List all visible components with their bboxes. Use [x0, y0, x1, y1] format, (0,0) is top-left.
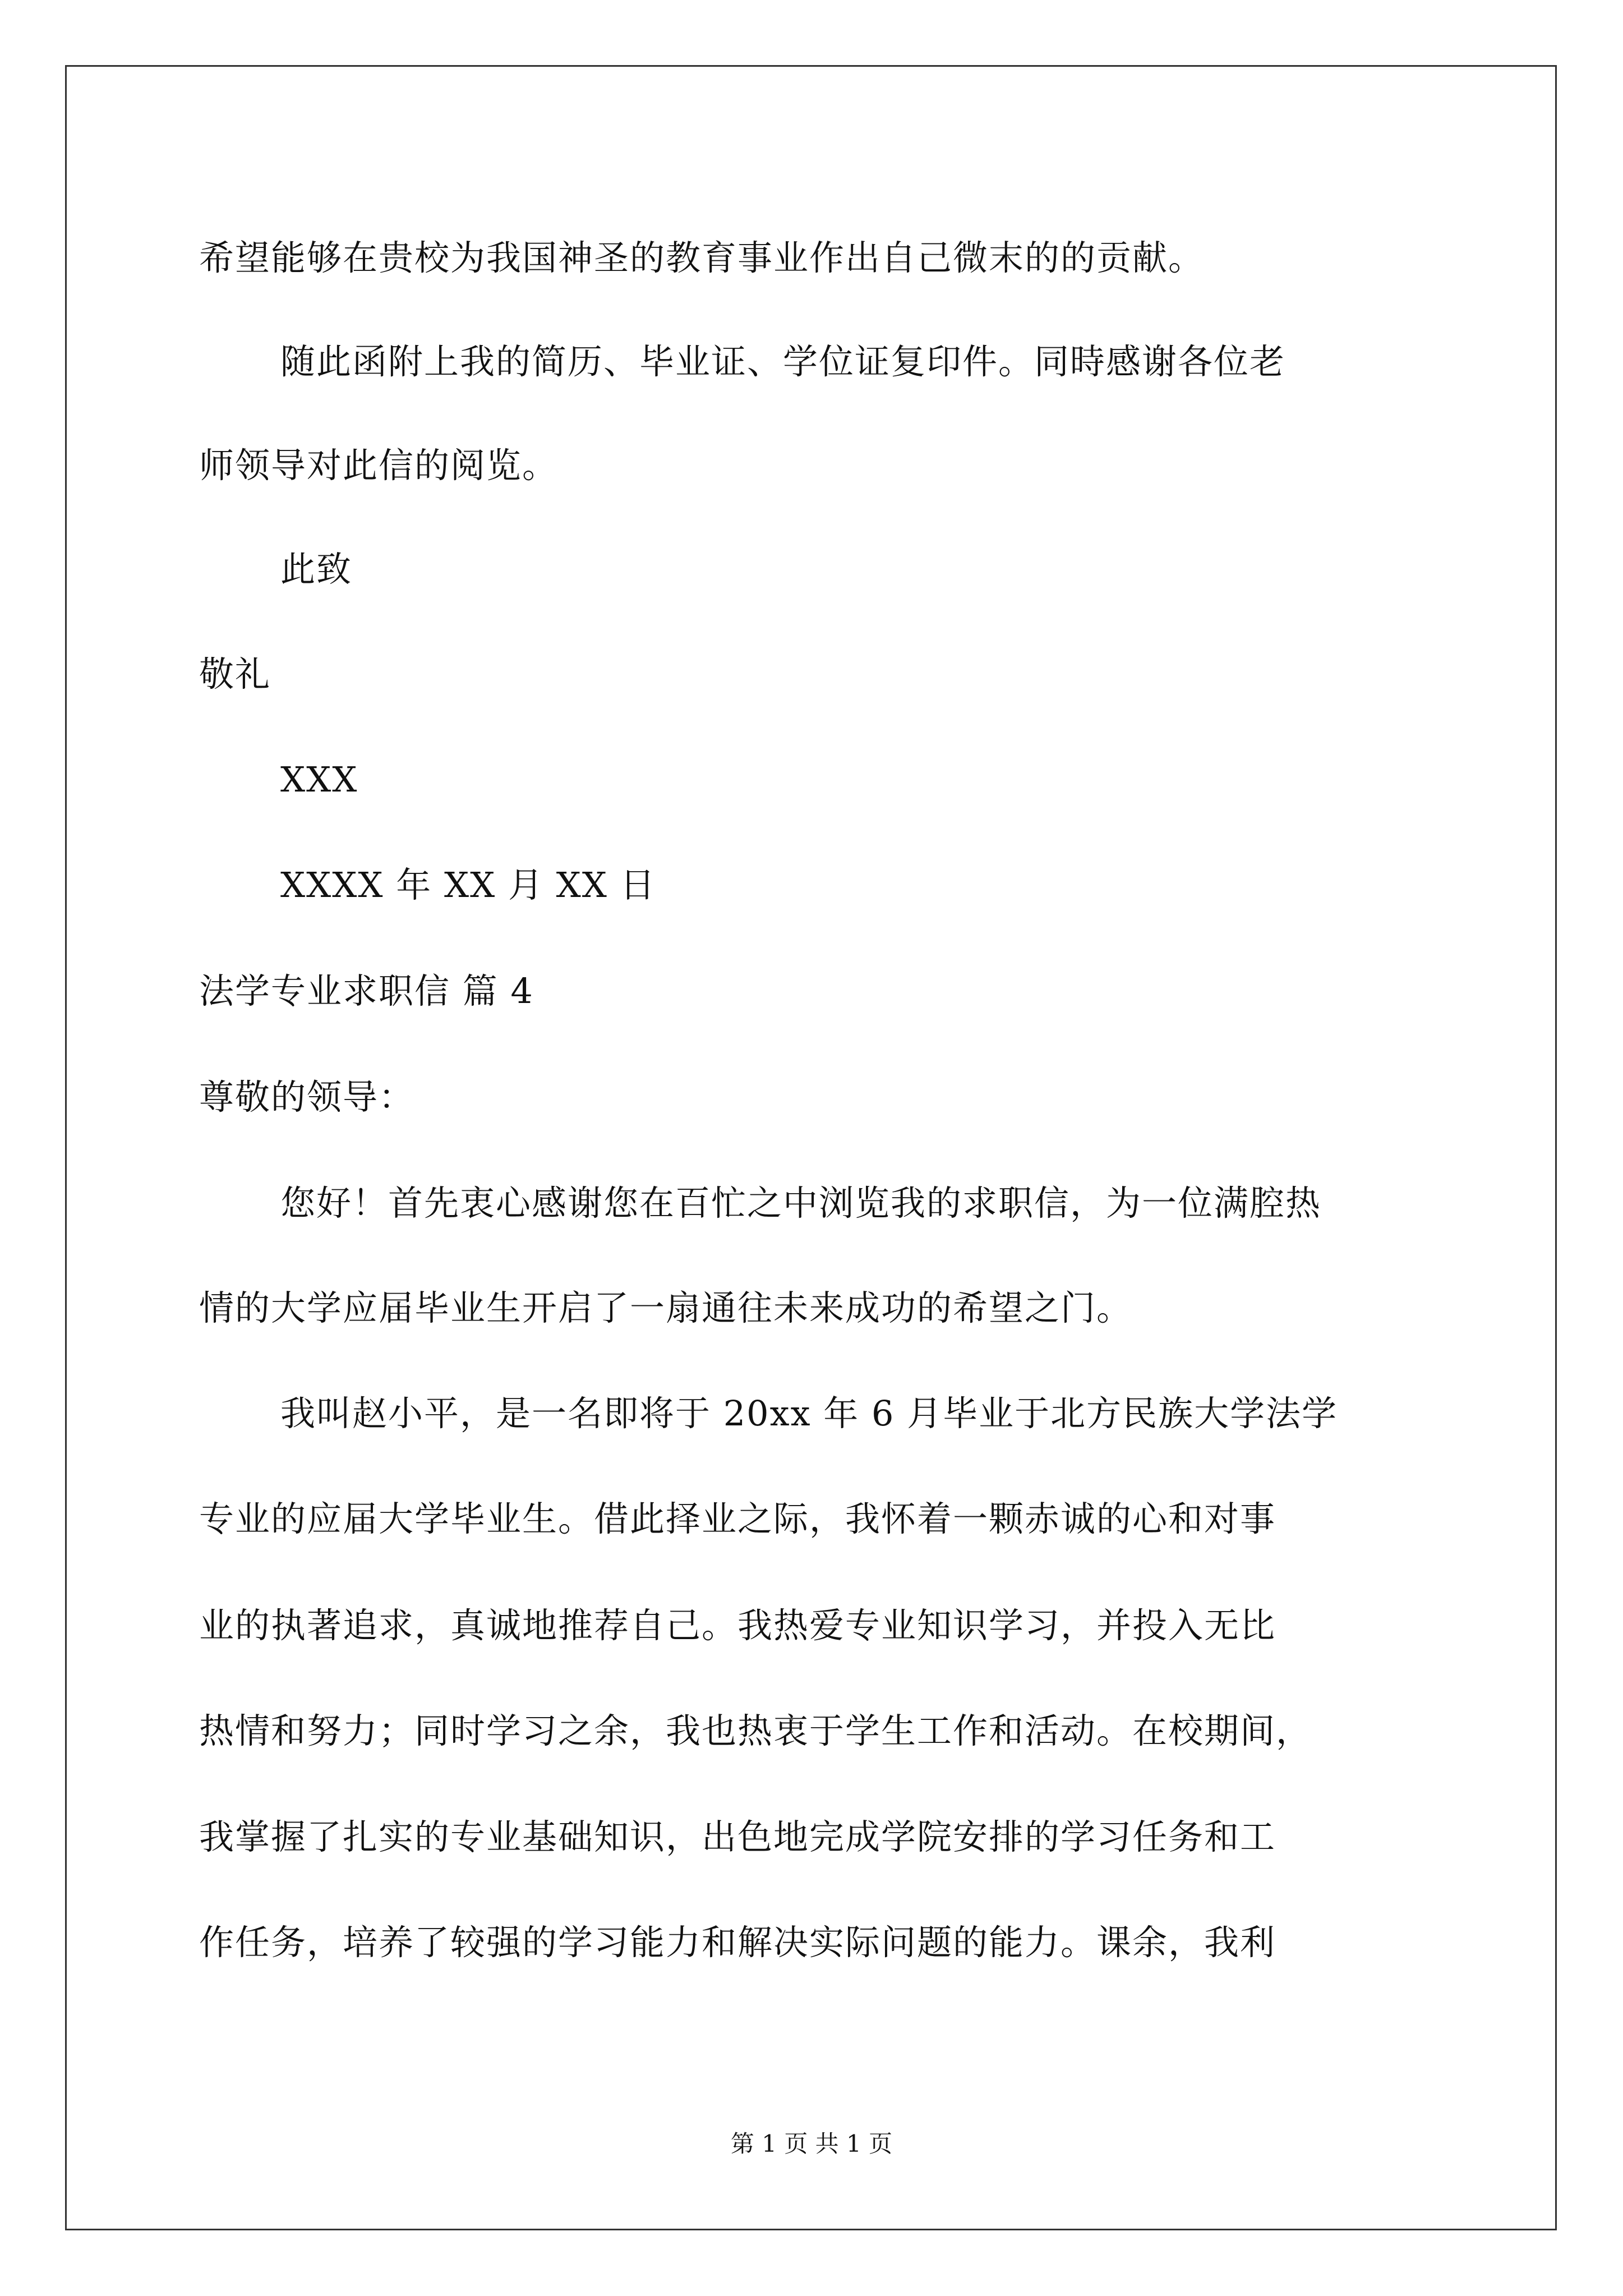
page-footer: 第 1 页 共 1 页 [730, 2130, 893, 2157]
text-line: 专业的应届大学毕业生。借此择业之际，我怀着一颗赤诚的心和对事 [199, 1498, 1276, 1539]
text-line: 随此函附上我的简历、毕业证、学位证复印件。同時感谢各位老 [280, 341, 1286, 382]
text-line: 业的执著追求，真诚地推荐自己。我热爱专业知识学习，并投入无比 [199, 1605, 1276, 1646]
text-line: 师领导对此信的阅览。 [199, 445, 559, 486]
text-line: 您好！首先衷心感谢您在百忙之中浏览我的求职信，为一位满腔热 [280, 1182, 1322, 1223]
section-heading: 法学专业求职信 篇 4 [199, 970, 534, 1011]
signature-date: XXXX 年 XX 月 XX 日 [280, 864, 656, 905]
text-line: 我叫赵小平，是一名即将于 20xx 年 6 月毕业于北方民族大学法学 [280, 1393, 1338, 1434]
text-line: 希望能够在贵校为我国神圣的教育事业作出自己微末的的贡献。 [199, 237, 1205, 278]
closing-salutation: 此致 [280, 549, 353, 590]
page-frame [65, 65, 1557, 2230]
closing-regards: 敬礼 [199, 654, 271, 694]
text-line: 情的大学应届毕业生开启了一扇通往未来成功的希望之门。 [199, 1287, 1133, 1328]
text-line: 热情和努力；同时学习之余，我也热衷于学生工作和活动。在校期间， [199, 1710, 1312, 1751]
greeting: 尊敬的领导： [199, 1076, 415, 1117]
signature-name: XXX [280, 759, 358, 800]
text-line: 我掌握了扎实的专业基础知识，出色地完成学院安排的学习任务和工 [199, 1816, 1276, 1857]
text-line: 作任务，培养了较强的学习能力和解决实际问题的能力。课余，我利 [199, 1922, 1276, 1963]
